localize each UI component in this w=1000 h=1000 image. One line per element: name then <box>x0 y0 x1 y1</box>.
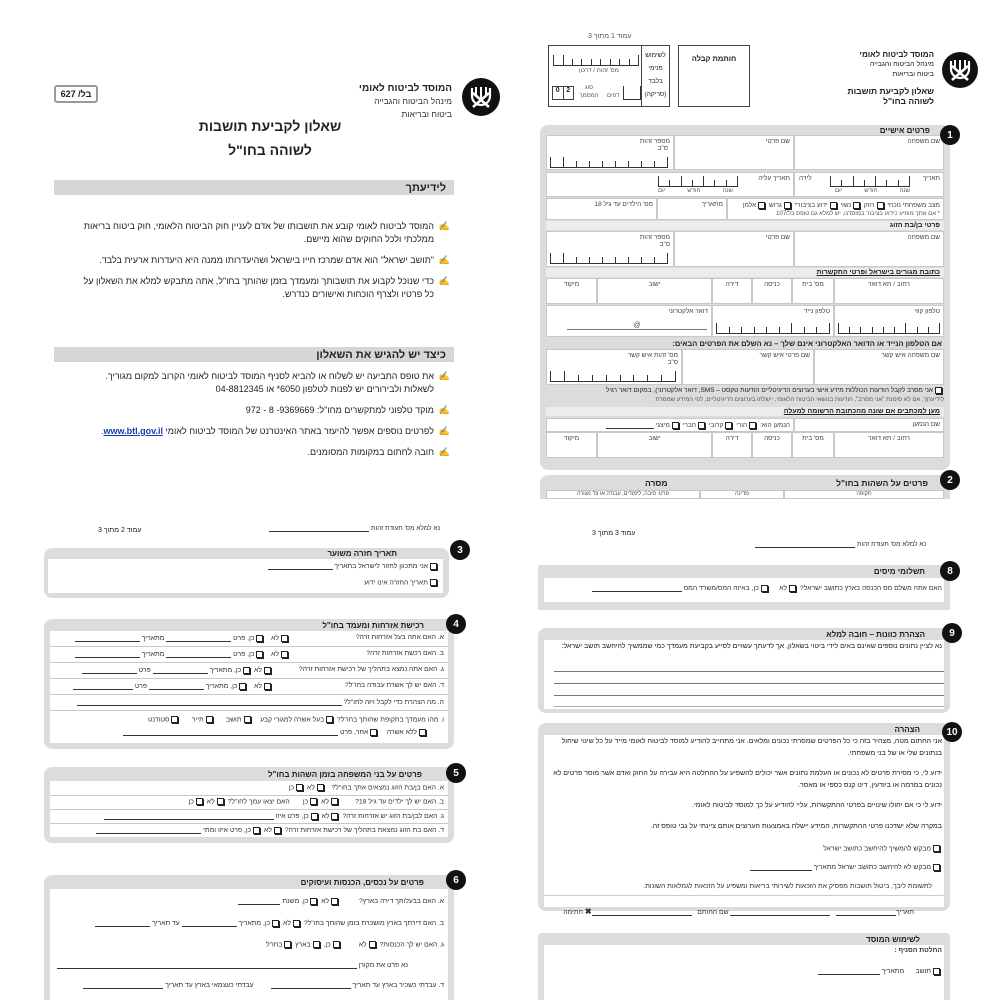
org-dept: מינהל הביטוח והגבייה <box>374 96 452 106</box>
receipt-stamp-box: חותמת קבלה <box>678 45 750 107</box>
page-label: עמוד 2 מתוך 3 <box>98 527 142 534</box>
spouse-abroad-no-checkbox[interactable] <box>317 784 324 791</box>
doc-type-box: 0 2 <box>552 86 574 100</box>
page-label: עמוד 3 מתוך 3 <box>592 530 636 537</box>
section-number-3: 3 <box>450 540 470 560</box>
status-resident-checkbox[interactable] <box>244 716 251 723</box>
recipient-relatives-checkbox[interactable] <box>725 422 732 429</box>
section-number-6: 6 <box>446 870 466 890</box>
marital-since-field[interactable]: מתאריך <box>657 198 727 220</box>
section-assets: פרטים על נכסים, הכנסות ועיסוקים א. האם בבעלותך דירה בארץ? לא כן, משנת ב. האם דירתך בארץ מושכרת בזמן שהותך בחו"ל? לא כן, מתאריך עד תאריך ג. האם יש לך הכנסות? לא כן, בארץ בחו"ל נא פרט את מקורן ד. עבדתי כשכיר בארץ עד תאריך עבדתי כעצמאי בארץ עד תאריך <box>44 875 454 1000</box>
bullet-icon: ✍ <box>438 221 450 231</box>
bullet-icon: ✍ <box>438 426 450 436</box>
foreign-citizen-yes-checkbox[interactable] <box>256 635 263 642</box>
return-date-checkbox[interactable] <box>430 563 437 570</box>
spouse-process-no-checkbox[interactable] <box>274 827 281 834</box>
org-name: המוסד לביטוח לאומי <box>358 83 452 94</box>
marital-status-field: מצב משפחתי נוכחי רווק נשוי ידוע בציבור* גרוש אלמן * אם אתך מופיע כידוע בציבור במוסדנו, יש למלא גם טופס בל/107 <box>727 198 944 220</box>
form-title-line2: לשוהה בחו"ל <box>228 142 312 158</box>
status-other-checkbox[interactable] <box>370 729 377 736</box>
id-number-field[interactable]: מספר זהות ס"ב <box>546 135 674 170</box>
submit-item: ✍ חובה לחתום במקומות המסומנים. <box>307 447 450 457</box>
mail-apartment-field[interactable]: דירה <box>712 432 752 458</box>
digital-refuse-checkbox[interactable] <box>935 387 942 394</box>
zip-field[interactable]: מיקוד <box>546 278 597 304</box>
citizenship-process-yes-checkbox[interactable] <box>243 667 250 674</box>
marital-single-checkbox[interactable] <box>877 202 884 209</box>
return-unknown-checkbox[interactable] <box>430 579 437 586</box>
bullet-icon: ✍ <box>438 405 450 415</box>
form-page-2 <box>40 515 470 1000</box>
apartment-field[interactable]: דירה <box>712 278 752 304</box>
btl-logo-icon <box>942 52 978 88</box>
signature-row <box>544 895 944 907</box>
office-use-box: לשימוש פנימי בלבד (סריקה) מס' זהות / דרכון 0 2 סוג המסמך דפים <box>548 45 670 107</box>
org-division: ביטוח ובריאות <box>401 109 452 119</box>
children-count-field[interactable]: מס' הילדים עד גיל 18 <box>546 198 657 220</box>
house-number-field[interactable]: מס' בית <box>792 278 834 304</box>
info-item: ✍ המוסד לביטוח לאומי קובע את תושבותו של אדם לעניין חוק הביטוח הלאומי, חוק ביטוח בריאות ממלכתי ולכל החוקים שהוא מיישם. <box>83 221 450 244</box>
recipient-relation-field: הנמען הוא: הורי קרובי חברי מיצגי <box>546 418 794 432</box>
spouse-first-name-field[interactable]: שם פרטי <box>674 231 794 267</box>
marital-married-checkbox[interactable] <box>853 202 860 209</box>
section-declaration: הצהרה אני החתום מטה, מצהיר בזה כי כל הפרטים שמסרתי נכונים ומלאים. אני מתחייב להודיע למוסד לביטוח לאומי מייד על כל שינוי שיחול בנתונים שלי או של בני משפחתי. ידוע לי, כי מסירת פרטים לא נכונים או העלמת נתונים אשר יכולים להשפיע על ההחלטה היא עבירה על החוק ואדם אשר מוסר פרטים לא נכונים במרמה או ביודעין, דינו קנס כספי או מאסר. ידוע לי כי אם יחולו שינויים בפרטי ההתקשרות, עליי להודיע על כך למוסד לביטוח לאומי. במקרה שלא ישדכנו פרטי ההתקשרות, המידע יישלח באמצעות הערוצים אותם ציינתי על גבי טופס זה. מבקש להמשיך להיחשב כתושב ישראל מבקש לא להיחשב כתושב ישראל מתאריך לתשומת ליבך, ביטול תושבות מפסיק את הזכאות לשירותי בריאות ומשפיע על הזכאות לגמלאות השונות. <box>538 723 950 911</box>
recipient-representative-checkbox[interactable] <box>672 422 679 429</box>
info-item: ✍ "תושב ישראל" הוא אדם שמרכז חייו בישראל ושהיעדרותו ממנה היא היעדרות ארעית בלבד. <box>99 255 450 265</box>
citizenship-process-no-checkbox[interactable] <box>264 667 271 674</box>
section-number-5: 5 <box>446 763 466 783</box>
marital-commonlaw-checkbox[interactable] <box>830 202 837 209</box>
marital-widowed-checkbox[interactable] <box>758 202 765 209</box>
id-fill-field[interactable]: נא למלא מס' תעודת זהות <box>755 540 926 548</box>
income-no-checkbox[interactable] <box>369 941 376 948</box>
section-number-10: 10 <box>942 722 962 742</box>
section-intentions: הצהרת כוונות – חובה למלא נא לציין נתונים נוספים שאינם באים לידי ביטוי בשאלון, אך לדעתך עשויים לסייע בקביעת מעמדך כמי שממשיך להיחשב תושב ישראל: <box>538 628 950 713</box>
mail-street-field[interactable]: רחוב / תא דואר <box>834 432 944 458</box>
apartment-yes-checkbox[interactable] <box>310 898 317 905</box>
pages-field[interactable] <box>623 86 641 100</box>
recipient-name-field[interactable]: שם הנמען <box>794 418 944 432</box>
bullet-icon: ✍ <box>438 447 450 457</box>
form-page-3 <box>530 515 990 1000</box>
contact-note: אם הטלפון הנייד או הדואר האלקטרוני אינם שלך – נא השלם את הפרטים הבאים: <box>672 339 942 348</box>
section-citizenship: רכישת אזרחות ומעמד בחו"ל א. האם אתה בעל אזרחות זרה? לא כן, פרט מתאריך ב. האם רכשת אזרחות זרה? לא כן, פרט מתאריך ג. האם אתה נמצא בתהליך של רכישת אזרחות זרה? לא כן, מתאריך פרט ד. האם יש לך אשרת עבודה בחו"ל? לא כן, מתאריך פרט ה. מה הצהרת כדי לקבל ויזה לחו"ל? ו. מהו מעמדך בתקופת שהותך בחו"ל? בעל אשרה למגורי קבע תושב תייר סטודנט ללא אשרה אחר, פרט <box>44 619 454 749</box>
acquired-citizenship-yes-checkbox[interactable] <box>256 651 263 658</box>
submit-list <box>74 370 454 467</box>
section-return-date: תאריך חזרה משוער אני מתכוון לחזור לישראל בתאריך תאריך החזרה אינו ידוע <box>44 548 449 598</box>
page-label: עמוד 1 מתוך 3 <box>588 33 632 40</box>
tax-yes-checkbox[interactable] <box>761 585 768 592</box>
rented-no-checkbox[interactable] <box>293 920 300 927</box>
children-yes-checkbox[interactable] <box>310 798 317 805</box>
landline-field[interactable]: טלפון קווי <box>834 305 944 337</box>
mail-entrance-field[interactable]: כניסה <box>752 432 792 458</box>
foreign-citizen-no-checkbox[interactable] <box>281 635 288 642</box>
stop-resident-checkbox[interactable] <box>933 864 940 871</box>
signature-input[interactable] <box>592 908 692 916</box>
city-field[interactable]: ישוב <box>597 278 712 304</box>
section-number-4: 4 <box>446 614 466 634</box>
bullet-icon: ✍ <box>438 255 450 265</box>
website-link[interactable]: www.btl.gov.il <box>103 426 163 436</box>
section-number-8: 8 <box>940 561 960 581</box>
form-code-badge: בל/ 627 <box>54 85 98 103</box>
section-personal-details: פרטים אישיים שם משפחה שם פרטי מספר זהות ס"ב תאריך לידה שנה חודש יום תאריך עליה שנה חודש יום מצב משפחתי נוכחי רווק נשוי ידוע בציבור* גרוש אלמן * אם אתך מופיע כידוע בציבור במוסדנו, יש למלא גם טופס בל/107 מתאריך מס' הילדים עד גיל 18 פרטי בן/בת הזוג שם משפחה שם פרטי מספר זהות ס"ב כתובת מגורים בישראל ופרטי התקשרות רחוב / תא דואר מס' בית כניסה דירה ישוב מיקוד טלפון קווי טלפון נייד דואר אלקטרוני @ אם הטלפון הנייד או הדואר האלקטרוני אינם שלך – נא השלם את הפרטים הבאים: שם משפחה איש קשר שם פרטי איש קשר מס' זהות איש קשר ס"ב אני מסרב לקבל הודעות הכוללות מידע אישי בערוצים הדיגיטליים הודעות טקסט – SMS, דואר אלקטרוני), במקום דואר רגיל לידיעתך, אם לא סימנת "אני מסרב", הודעות בנושאי הביטוח הלאומי, יישלחו בערוצים הדיגיטליים, לפי המידע שמסרת מען למכתבים אם שונה מהכתובת הרשומה למעלה שם הנמען הנמען הוא: הורי קרובי חברי מיצגי רחוב / תא דואר מס' בית כניסה דירה ישוב מיקוד <box>540 125 950 470</box>
section-stay-abroad: פרטים על השהות בחו"ל מסרה תקופה מדינה פרט: סיבה, לימודים, עבודה או צד מגורה <box>540 475 950 499</box>
status-tourist-checkbox[interactable] <box>206 716 213 723</box>
country-column: מדינה <box>700 490 784 499</box>
spouse-id-field[interactable]: מספר זהות ס"ב <box>546 231 674 267</box>
children-abroad-no-checkbox[interactable] <box>217 798 224 805</box>
income-yes-checkbox[interactable] <box>333 941 340 948</box>
date-input[interactable] <box>836 908 896 916</box>
info-list <box>74 220 454 309</box>
work-visa-yes-checkbox[interactable] <box>239 683 246 690</box>
spouse-citizenship-no-checkbox[interactable] <box>331 813 338 820</box>
info-header: לידיעתך <box>54 180 454 195</box>
return-date-option: אני מתכוון לחזור לישראל בתאריך <box>268 562 440 570</box>
children-no-checkbox[interactable] <box>331 798 338 805</box>
status-permanent-checkbox[interactable] <box>326 716 333 723</box>
form-title-line1: שאלון לקביעת תושבות <box>198 118 342 134</box>
recipient-parents-checkbox[interactable] <box>749 422 756 429</box>
section-office-use: לשימוש המוסד החלטת הסניף : תושב מתאריך <box>538 933 950 1000</box>
submit-item: ✍ לפרטים נוספים אפשר להיעזר באתר האינטרנט של המוסד לביטוח לאומי www.btl.gov.il. <box>100 426 450 436</box>
office-resident-checkbox[interactable] <box>933 968 940 975</box>
income-israel-checkbox[interactable] <box>313 941 320 948</box>
entrance-field[interactable]: כניסה <box>752 278 792 304</box>
digital-consent: אני מסרב לקבל הודעות הכוללות מידע אישי בערוצים הדיגיטליים הודעות טקסט – SMS, דואר אלקטרוני), במקום דואר רגיל לידיעתך, אם לא סימנת "אני מסרב", הודעות בנושאי הביטוח הלאומי, יישלחו בערוצים הדיגיטליים, לפי המידע שמסרת <box>605 387 944 403</box>
section-family: פרטים על בני המשפחה בזמן השהות בחו"ל א. האם בן/בת הזוג נמצאים אתך בחו"ל? לא כן ב. האם יש לך ילדים עד גיל 18? לא כן האם יצאו עמך לחו"ל? לא כן ג. האם לבן/בת הזוג יש אזרחות זרה? לא כן, פרט איזו ד. האם בת הזוג נמצאת בתהליך של רכישת אזרחות זרה? לא כן, פרט איזו ומתי <box>44 767 454 843</box>
rented-yes-checkbox[interactable] <box>272 920 279 927</box>
marital-divorced-checkbox[interactable] <box>784 202 791 209</box>
section-number-9: 9 <box>942 623 962 643</box>
street-field[interactable]: רחוב / תא דואר <box>834 278 944 304</box>
bullet-icon: ✍ <box>438 276 450 286</box>
work-visa-no-checkbox[interactable] <box>264 683 271 690</box>
mail-header: מען למכתבים אם שונה מהכתובת הרשומה למעלה <box>546 407 944 416</box>
section-taxes: תשלומי מיסים האם אתה משלם מס הכנסה בארץ כתושב ישראל? לא כן, באיזה המס/משרד המס <box>538 565 950 610</box>
mail-house-field[interactable]: מס' בית <box>792 432 834 458</box>
aliya-date-field[interactable]: תאריך עליה שנה חודש יום <box>546 172 794 197</box>
btl-logo-icon <box>462 78 500 116</box>
section-number-2: 2 <box>940 470 960 490</box>
signature-fields: תאריך שם החותם ✖ חתימה <box>563 907 914 916</box>
intentions-line[interactable] <box>554 695 944 696</box>
continue-resident-checkbox[interactable] <box>933 845 940 852</box>
id-fill-field[interactable]: נא למלא מס' תעודת זהות <box>269 524 440 532</box>
status-student-checkbox[interactable] <box>171 716 178 723</box>
signature-x-icon: ✖ <box>584 907 592 916</box>
birth-date-field[interactable]: תאריך לידה שנה חודש יום <box>794 172 944 197</box>
signer-name-input[interactable] <box>730 908 830 916</box>
purpose-column: פרט: סיבה, לימודים, עבודה או צד מגורה <box>546 490 700 499</box>
spouse-header: פרטי בן/בת הזוג <box>546 221 944 230</box>
id-digits[interactable] <box>553 56 639 66</box>
cover-page <box>40 70 500 490</box>
contact-first-name-field[interactable]: שם פרטי איש קשר <box>682 349 814 385</box>
children-abroad-yes-checkbox[interactable] <box>196 798 203 805</box>
info-item: ✍ כדי שנוכל לקבוע את תושבותך ומעמדך בזמן שהותך בחו"ל, אתה מתבקש למלא את השאלון על כל פרטיו ולצרף הוכחות ואישורים כנדרש. <box>83 276 450 299</box>
submit-item: ✍ מוקד טלפוני למתקשרים מחו"ל: 9369669- 8 - 972 <box>245 405 450 415</box>
spouse-last-name-field[interactable]: שם משפחה <box>794 231 944 267</box>
intentions-line[interactable] <box>554 683 944 684</box>
spouse-citizenship-yes-checkbox[interactable] <box>311 813 318 820</box>
org-block <box>359 82 452 121</box>
email-field[interactable]: דואר אלקטרוני @ <box>546 305 712 337</box>
org-block: המוסד לביטוח לאומי מינהל הביטוח והגבייה ביטוח ובריאות שאלון לקביעת תושבות לשוהה בחו"ל <box>847 50 934 106</box>
submit-item: ✍ את טופס התביעה יש לשלוח או להביא לסניף המוסד לביטוח לאומי הקרוב למקום מגוריך. לשאלות ולבירורים יש לפנות לטלפון 6050* או 04-8812345 <box>105 371 450 394</box>
contact-last-name-field[interactable]: שם משפחה איש קשר <box>814 349 944 385</box>
address-header: כתובת מגורים בישראל ופרטי התקשרות <box>546 268 944 277</box>
return-unknown-option: תאריך החזרה אינו ידוע <box>364 579 439 586</box>
spouse-process-yes-checkbox[interactable] <box>253 827 260 834</box>
income-abroad-checkbox[interactable] <box>284 941 291 948</box>
first-name-field[interactable]: שם פרטי <box>674 135 794 170</box>
mail-city-field[interactable]: ישוב <box>597 432 712 458</box>
last-name-field[interactable]: שם משפחה <box>794 135 944 170</box>
intentions-line[interactable] <box>554 706 944 707</box>
contact-id-field[interactable]: מס' זהות איש קשר ס"ב <box>546 349 682 385</box>
status-no-visa-checkbox[interactable] <box>419 729 426 736</box>
period-column: תקופה <box>784 490 944 499</box>
tax-no-checkbox[interactable] <box>789 585 796 592</box>
acquired-citizenship-no-checkbox[interactable] <box>281 651 288 658</box>
mobile-field[interactable]: טלפון נייד <box>712 305 834 337</box>
recipient-friends-checkbox[interactable] <box>698 422 705 429</box>
section-number-1: 1 <box>940 125 960 145</box>
submit-header: כיצד יש להגיש את השאלון <box>54 347 454 362</box>
bullet-icon: ✍ <box>438 371 450 381</box>
income-source-field[interactable]: נא פרט את מקורן <box>57 961 408 969</box>
spouse-abroad-yes-checkbox[interactable] <box>296 784 303 791</box>
visa-declaration-field[interactable]: ה. מה הצהרת כדי לקבל ויזה לחו"ל? <box>77 698 444 706</box>
form-page-1 <box>540 30 990 495</box>
apartment-no-checkbox[interactable] <box>331 898 338 905</box>
mail-zip-field[interactable]: מיקוד <box>546 432 597 458</box>
intentions-line[interactable] <box>554 671 944 672</box>
